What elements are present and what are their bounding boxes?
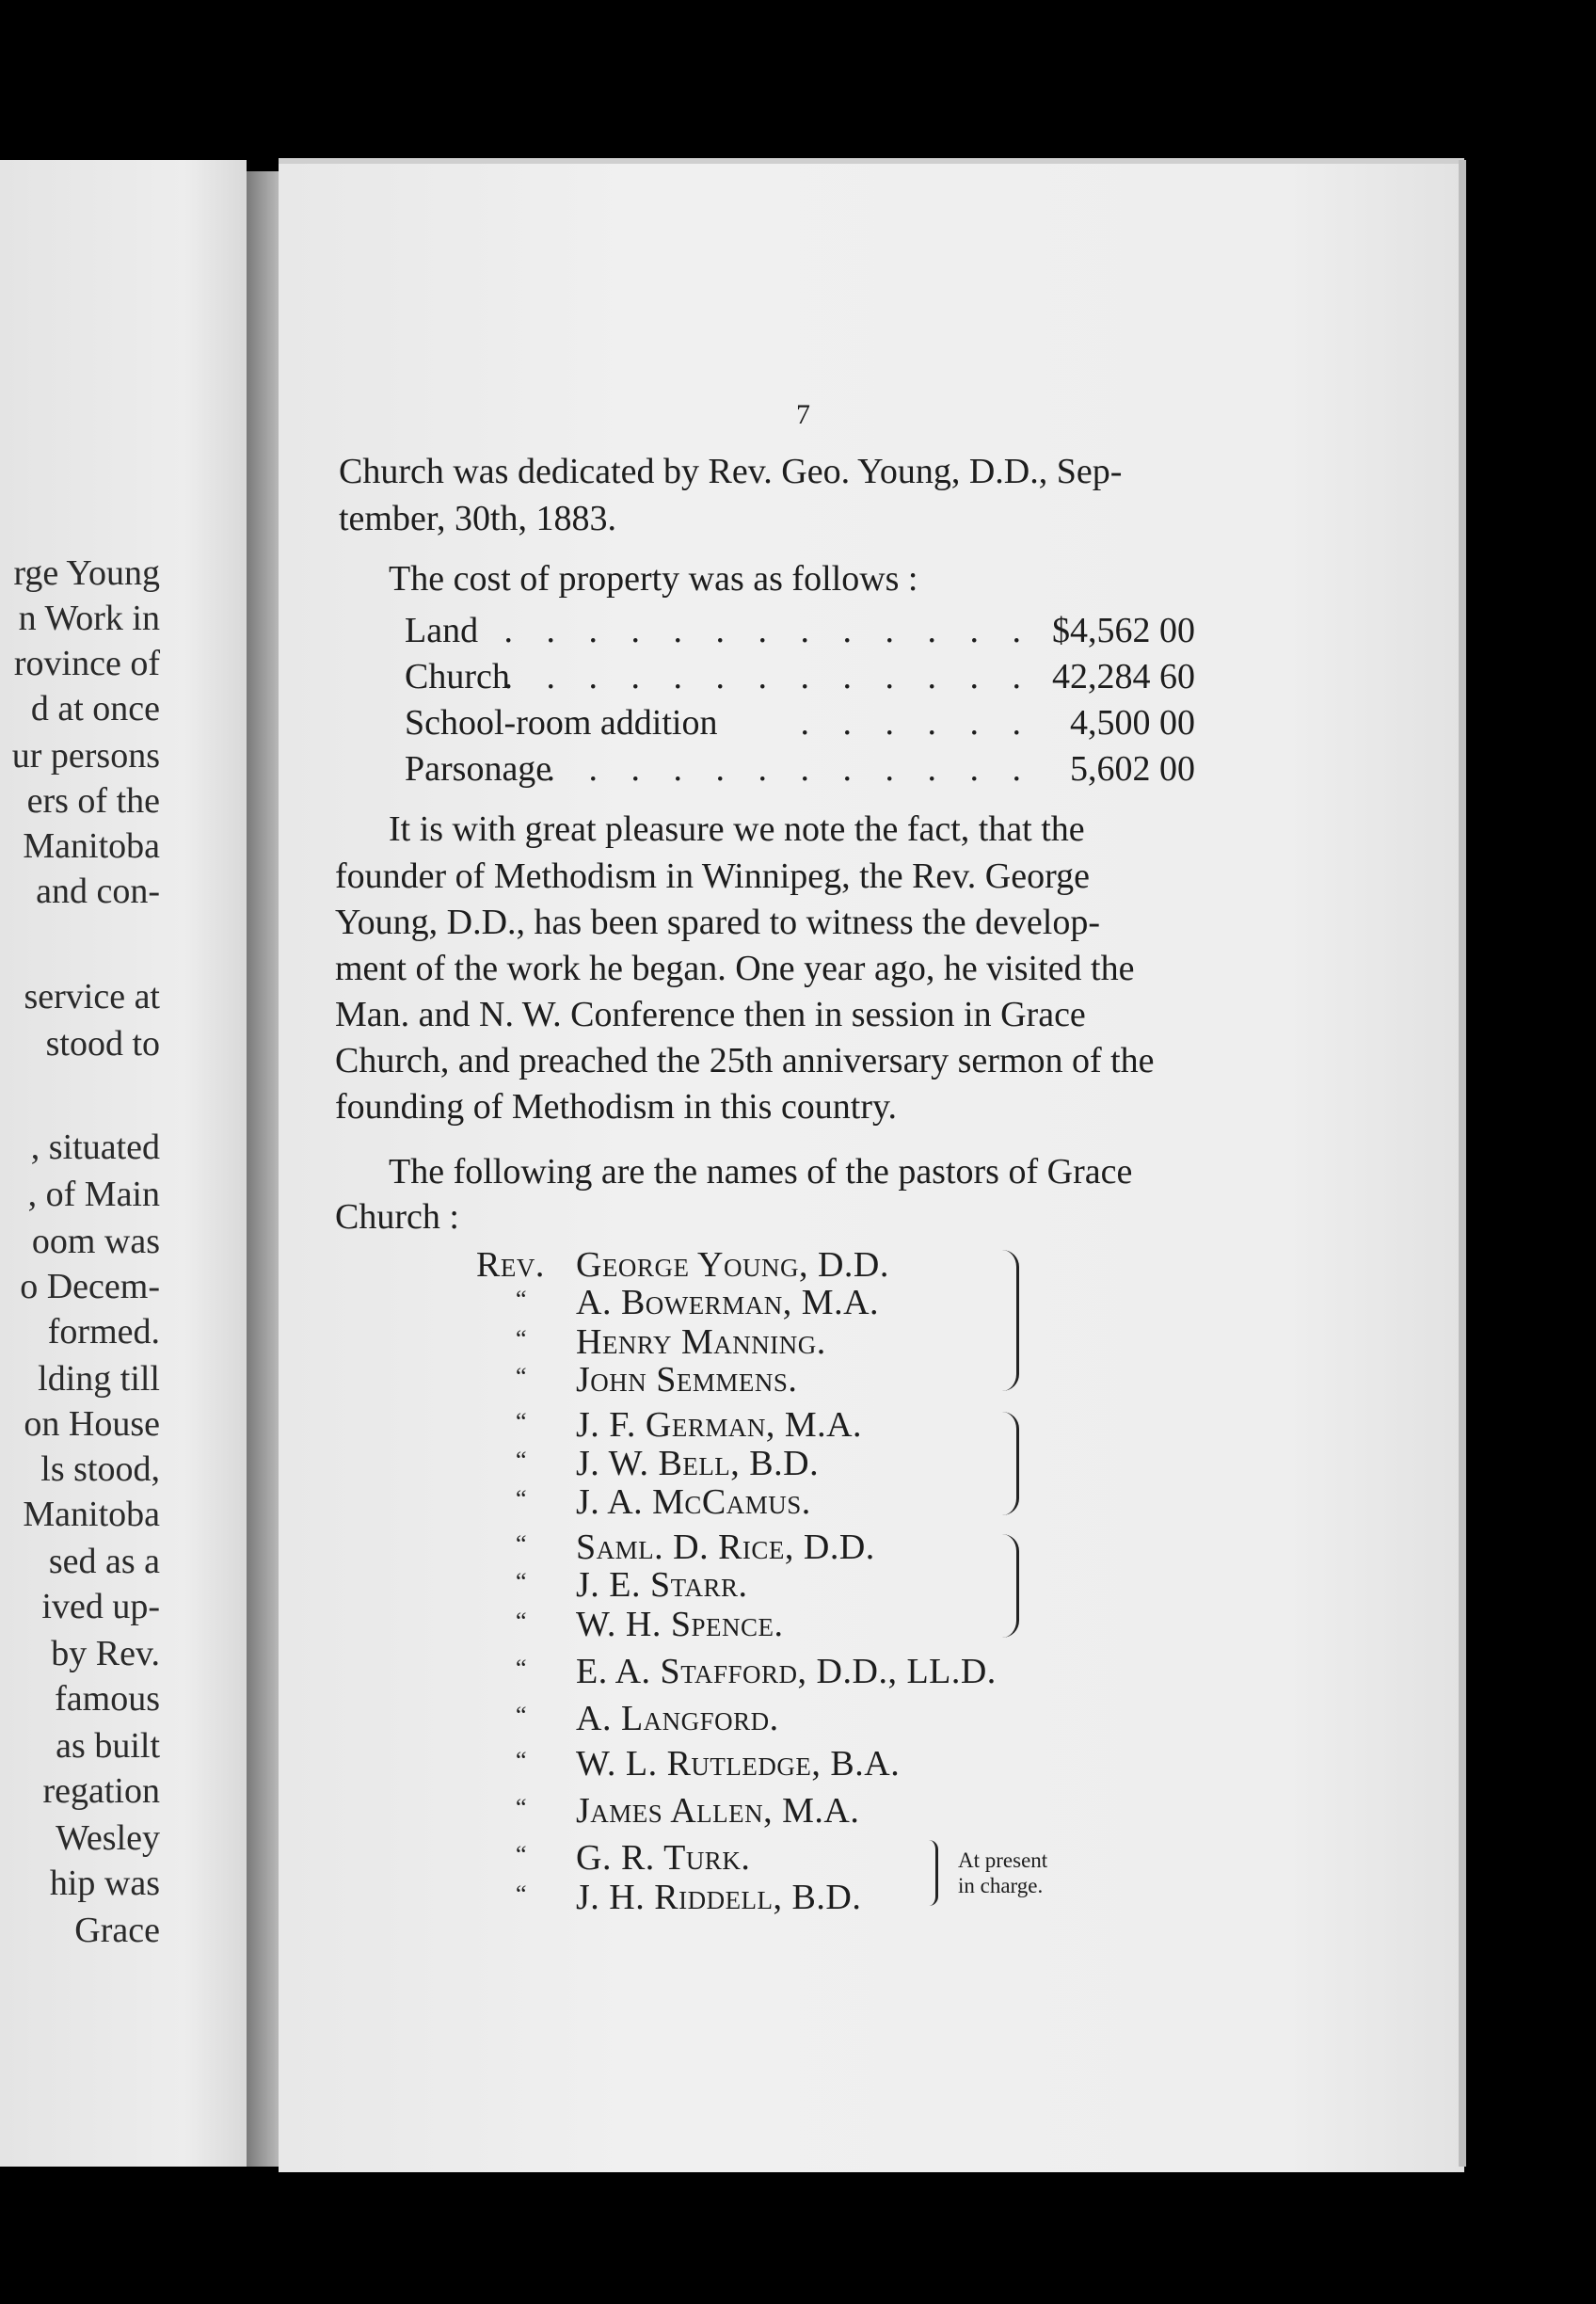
ditto-mark: “ (516, 1286, 527, 1313)
ditto-mark: “ (516, 1794, 527, 1821)
left-text-line: sed as a (48, 1542, 160, 1581)
leader-dots: . . . . . . . . . . . . . (503, 657, 1033, 696)
ditto-mark: “ (516, 1447, 527, 1474)
intro-line-2: tember, 30th, 1883. (339, 499, 617, 538)
pastors-heading-line-2: Church : (335, 1197, 459, 1237)
left-text-line: formed. (47, 1312, 160, 1352)
paragraph-line: ment of the work he began. One year ago, he visited the (335, 949, 1135, 988)
cost-amount: 5,602 00 (1070, 749, 1195, 789)
group-brace (996, 1534, 1019, 1638)
present-note-line-2: in charge. (958, 1874, 1044, 1897)
pastor-name: George Young, D.D. (576, 1245, 889, 1285)
cost-row (405, 748, 1195, 794)
left-text-line: , situated (30, 1128, 160, 1167)
left-text-line: by Rev. (51, 1634, 160, 1673)
cost-item: Church (405, 657, 510, 696)
pastor-name: J. H. Riddell, B.D. (576, 1878, 862, 1917)
pastor-name: W. H. Spence. (576, 1605, 784, 1644)
ditto-mark: “ (516, 1655, 527, 1682)
pastor-name: G. R. Turk. (576, 1838, 751, 1878)
group-brace (996, 1250, 1019, 1391)
leader-dots: . . . . . . . . . . . . (546, 749, 1033, 789)
left-page (0, 160, 247, 2167)
left-text-line: famous (55, 1679, 160, 1719)
left-text-line: n Work in (18, 599, 160, 638)
ditto-mark: “ (516, 1608, 527, 1635)
left-text-line: Grace (74, 1911, 160, 1950)
pastor-name: W. L. Rutledge, B.A. (576, 1744, 901, 1784)
pastor-name: Henry Manning. (576, 1322, 826, 1362)
pastor-name: James Allen, M.A. (576, 1791, 860, 1831)
book-spine (247, 171, 279, 2167)
left-text-line: rovince of (13, 644, 160, 683)
ditto-mark: “ (516, 1530, 527, 1558)
pastor-name: J. W. Bell, B.D. (576, 1444, 820, 1483)
left-text-line: o Decem- (20, 1267, 160, 1306)
cost-amount: 42,284 60 (1052, 657, 1195, 696)
left-text-line: lding till (38, 1359, 160, 1399)
left-text-line: on House (24, 1404, 160, 1444)
cost-row (405, 610, 1195, 656)
left-text-line: as built (56, 1726, 160, 1766)
paragraph-line: founding of Methodism in this country. (335, 1087, 898, 1127)
ditto-mark: “ (516, 1325, 527, 1352)
ditto-mark: “ (516, 1880, 527, 1908)
left-text-line: oom was (31, 1222, 160, 1261)
paragraph-line: Man. and N. W. Conference then in session in Grace (335, 995, 1086, 1034)
present-note-line-1: At present (958, 1848, 1048, 1872)
left-text-line: , of Main (27, 1175, 160, 1214)
intro-line-1: Church was dedicated by Rev. Geo. Young, D.D., Sep- (339, 452, 1123, 491)
left-text-line: hip was (49, 1864, 160, 1903)
ditto-mark: “ (516, 1408, 527, 1435)
cost-table (405, 610, 1195, 794)
left-text-line: stood to (45, 1024, 160, 1064)
cost-item: School-room addition (405, 703, 718, 743)
cost-item: Land (405, 611, 479, 650)
cost-amount: $4,562 00 (1052, 611, 1195, 650)
pastor-name: John Semmens. (576, 1360, 798, 1400)
ditto-mark: “ (516, 1841, 527, 1868)
rev-label: Rev. (476, 1245, 545, 1285)
cost-amount: 4,500 00 (1070, 703, 1195, 743)
left-text-line: Manitoba (23, 1495, 160, 1534)
pastor-name: Saml. D. Rice, D.D. (576, 1528, 875, 1567)
present-brace (924, 1840, 938, 1906)
page-number: 7 (796, 399, 810, 430)
ditto-mark: “ (516, 1568, 527, 1595)
pastor-name: J. A. McCamus. (576, 1482, 811, 1522)
paragraph-line: It is with great pleasure we note the fact, that the (389, 809, 1085, 849)
left-text-line: ls stood, (40, 1449, 160, 1489)
pastor-name: E. A. Stafford, D.D., LL.D. (576, 1652, 997, 1691)
ditto-mark: “ (516, 1702, 527, 1729)
paragraph-line: founder of Methodism in Winnipeg, the Rev. George (335, 856, 1090, 896)
left-text-line: and con- (36, 872, 160, 911)
left-text-line: d at once (30, 689, 160, 728)
leader-dots: . . . . . . (800, 703, 1033, 743)
left-text-line: Manitoba (23, 826, 160, 866)
cost-row (405, 702, 1195, 748)
left-text-line: ers of the (26, 781, 160, 821)
pastor-name: J. F. German, M.A. (576, 1405, 863, 1445)
paragraph-line: Church, and preached the 25th anniversary sermon of the (335, 1041, 1155, 1080)
cost-row (405, 656, 1195, 702)
leader-dots: . . . . . . . . . . . . . (503, 611, 1033, 650)
ditto-mark: “ (516, 1363, 527, 1390)
left-text-line: service at (24, 977, 160, 1016)
pastors-heading-line-1: The following are the names of the pastors of Grace (389, 1152, 1133, 1192)
left-text-line: ived up- (41, 1587, 160, 1626)
pastor-name: A. Bowerman, M.A. (576, 1283, 880, 1322)
pastor-name: A. Langford. (576, 1699, 779, 1738)
ditto-mark: “ (516, 1485, 527, 1512)
left-text-line: regation (42, 1771, 160, 1811)
ditto-mark: “ (516, 1747, 527, 1774)
pastor-name: J. E. Starr. (576, 1565, 748, 1605)
group-brace (996, 1412, 1019, 1515)
left-text-line: ur persons (11, 736, 160, 776)
paragraph-line: Young, D.D., has been spared to witness the develop- (335, 903, 1101, 942)
cost-heading: The cost of property was as follows : (389, 559, 918, 599)
left-text-line: rge Young (13, 553, 160, 593)
cost-item: Parsonage (405, 749, 552, 789)
page-edge (1459, 160, 1466, 2167)
left-text-line: Wesley (56, 1818, 160, 1858)
